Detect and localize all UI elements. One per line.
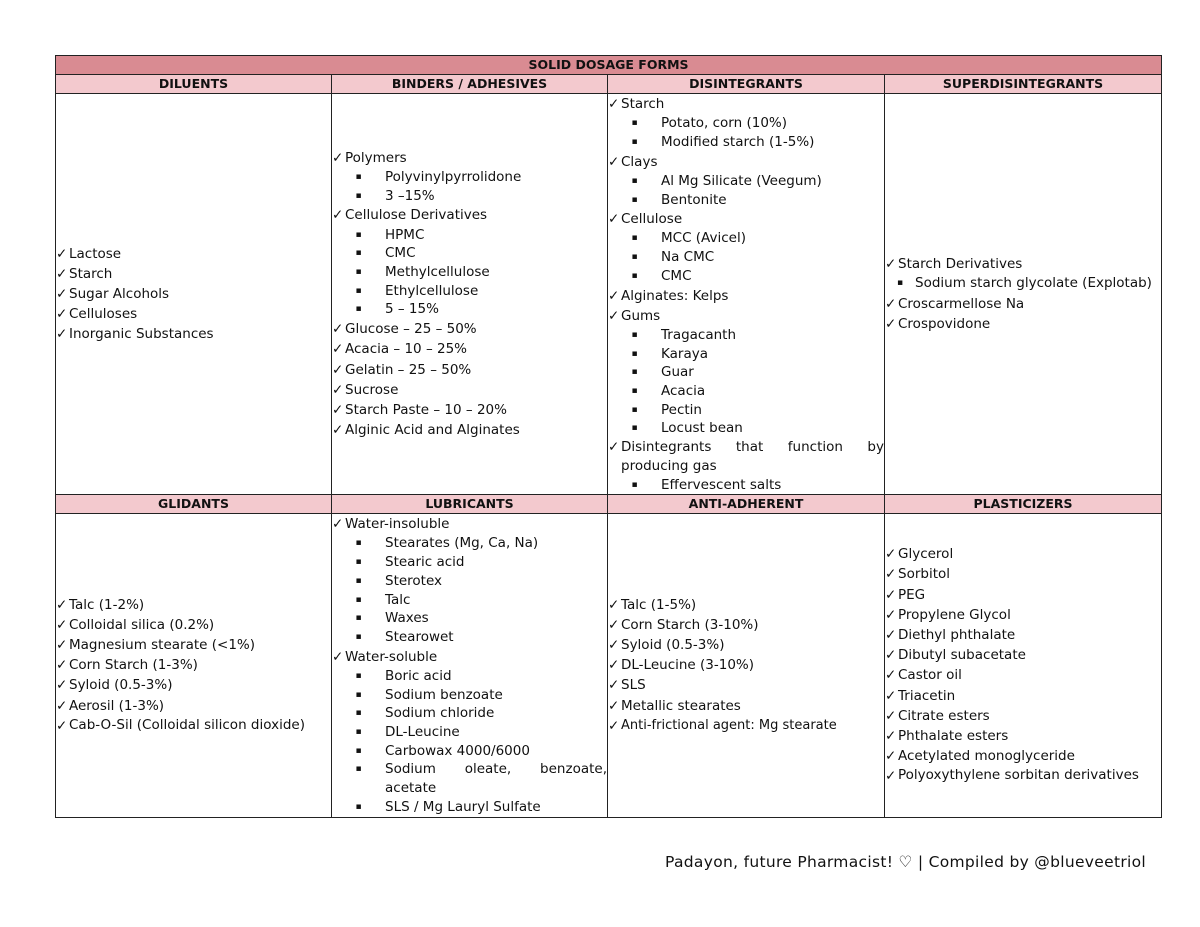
list-item: ✓ Citrate esters <box>885 706 1161 726</box>
check-icon: ✓ <box>332 402 344 418</box>
list-item: ✓ Water-soluble <box>332 647 607 667</box>
check-icon: ✓ <box>56 326 68 343</box>
check-icon: ✓ <box>608 596 620 613</box>
list-item: ✓ Metallic stearates <box>608 696 884 716</box>
sub-item: ▪ Sodium oleate, benzoate, acetate <box>332 760 607 797</box>
sub-item: ▪ Guar <box>608 363 884 382</box>
check-icon: ✓ <box>608 96 620 112</box>
check-icon: ✓ <box>885 315 897 332</box>
list-item: ✓ Celluloses <box>56 304 331 324</box>
list-item: ✓ Clays <box>608 152 884 172</box>
list-item: ✓ Syloid (0.5-3%) <box>608 635 884 655</box>
check-icon: ✓ <box>56 245 68 262</box>
bullet-icon: ▪ <box>355 613 362 624</box>
table-title: SOLID DOSAGE FORMS <box>56 56 1162 75</box>
check-icon: ✓ <box>56 657 68 674</box>
check-icon: ✓ <box>885 566 897 583</box>
list-item: ✓ SLS <box>608 675 884 695</box>
list-item: ✓ Starch <box>608 94 884 114</box>
disintegrants-cell <box>608 94 885 495</box>
header-glidants: GLIDANTS <box>56 495 332 514</box>
check-icon: ✓ <box>56 637 68 654</box>
bullet-icon: ▪ <box>631 175 638 186</box>
sub-item: ▪ Al Mg Silicate (Veegum) <box>608 172 884 191</box>
list-item: ✓ Sucrose <box>332 380 607 400</box>
list-item: ✓ Croscarmellose Na <box>885 294 1161 314</box>
list-item: ✓ Dibutyl subacetate <box>885 645 1161 665</box>
list-item: ✓ Triacetin <box>885 686 1161 706</box>
list-item: ✓ Acetylated monoglyceride <box>885 746 1161 766</box>
sub-item: ▪ Methylcellulose <box>332 263 607 282</box>
bullet-icon: ▪ <box>355 631 362 642</box>
bullet-icon: ▪ <box>631 386 638 397</box>
bullet-icon: ▪ <box>355 304 362 315</box>
sub-item: ▪ Modified starch (1-5%) <box>608 133 884 152</box>
sub-item: ▪ 5 – 15% <box>332 300 607 319</box>
bullet-icon: ▪ <box>355 745 362 756</box>
check-icon: ✓ <box>332 207 344 224</box>
bullet-icon: ▪ <box>631 404 638 415</box>
bullet-icon: ▪ <box>631 329 638 340</box>
sub-item: ▪ DL-Leucine <box>332 723 607 742</box>
sub-item: ▪ Stearowet <box>332 628 607 647</box>
list-item: ✓ Lactose <box>56 244 331 264</box>
check-icon: ✓ <box>332 361 344 378</box>
check-icon: ✓ <box>332 321 344 338</box>
check-icon: ✓ <box>332 422 344 439</box>
bullet-icon: ▪ <box>355 575 362 586</box>
bullet-icon: ▪ <box>355 285 362 296</box>
sub-item: ▪ Na CMC <box>608 248 884 267</box>
sub-item: ▪ Pectin <box>608 401 884 420</box>
check-icon: ✓ <box>332 648 344 665</box>
plasticizers-cell <box>885 514 1162 817</box>
check-icon: ✓ <box>885 667 897 684</box>
bullet-icon: ▪ <box>355 708 362 719</box>
sub-item: ▪ Sodium starch glycolate (Explotab) <box>885 274 1161 294</box>
header-plasticizers: PLASTICIZERS <box>885 495 1162 514</box>
check-icon: ✓ <box>332 341 344 358</box>
list-item: ✓ Glycerol <box>885 544 1161 564</box>
sub-item: ▪ SLS / Mg Lauryl Sulfate <box>332 798 607 817</box>
sub-item: ▪ Ethylcellulose <box>332 282 607 301</box>
list-item: ✓ Diethyl phthalate <box>885 625 1161 645</box>
check-icon: ✓ <box>56 306 68 323</box>
check-icon: ✓ <box>885 295 897 312</box>
list-item: ✓ Water-insoluble <box>332 514 607 534</box>
check-icon: ✓ <box>56 677 68 694</box>
bullet-icon: ▪ <box>631 194 638 205</box>
sub-item: ▪ Tragacanth <box>608 326 884 345</box>
header-disintegrants: DISINTEGRANTS <box>608 75 885 94</box>
bullet-icon: ▪ <box>631 270 638 281</box>
check-icon: ✓ <box>885 256 897 273</box>
check-icon: ✓ <box>885 606 897 623</box>
sub-item: ▪ Locust bean <box>608 419 884 438</box>
list-item: ✓ Talc (1-5%) <box>608 595 884 615</box>
list-item: ✓ Sorbitol <box>885 564 1161 584</box>
sub-item: ▪ Sterotex <box>332 572 607 591</box>
list-item: ✓ Sugar Alcohols <box>56 284 331 304</box>
sub-item: ▪ Carbowax 4000/6000 <box>332 742 607 761</box>
lubricants-cell <box>332 514 608 817</box>
sub-item: ▪ Acacia <box>608 382 884 401</box>
list-item: ✓ Propylene Glycol <box>885 605 1161 625</box>
header-anti-adherent: ANTI-ADHERENT <box>608 495 885 514</box>
check-icon: ✓ <box>56 265 68 282</box>
binders-cell <box>332 94 608 495</box>
bullet-icon: ▪ <box>631 233 638 244</box>
sub-item: ▪ Polyvinylpyrrolidone <box>332 168 607 187</box>
check-icon: ✓ <box>885 748 897 765</box>
list-item: ✓ Cellulose <box>608 209 884 229</box>
header-binders: BINDERS / ADHESIVES <box>332 75 608 94</box>
bullet-icon: ▪ <box>355 538 362 549</box>
bullet-icon: ▪ <box>355 764 362 775</box>
check-icon: ✓ <box>608 307 620 324</box>
list-item: ✓ Corn Starch (1-3%) <box>56 655 331 675</box>
check-icon: ✓ <box>608 657 620 674</box>
bullet-icon: ▪ <box>631 348 638 359</box>
check-icon: ✓ <box>608 153 620 170</box>
list-item: ✓ Gums <box>608 306 884 326</box>
check-icon: ✓ <box>608 211 620 228</box>
check-icon: ✓ <box>608 637 620 654</box>
sub-item: ▪ CMC <box>608 267 884 286</box>
sub-item: ▪ Potato, corn (10%) <box>608 114 884 133</box>
sub-item: ▪ Effervescent salts <box>608 476 884 495</box>
check-icon: ✓ <box>608 616 620 633</box>
list-item: ✓ Starch <box>56 264 331 284</box>
list-item: ✓ PEG <box>885 585 1161 605</box>
list-item: ✓ Aerosil (1-3%) <box>56 696 331 716</box>
header-diluents: DILUENTS <box>56 75 332 94</box>
sub-item: ▪ Talc <box>332 591 607 610</box>
header-superdisintegrants: SUPERDISINTEGRANTS <box>885 75 1162 94</box>
check-icon: ✓ <box>885 768 897 785</box>
sub-item: ▪ Waxes <box>332 609 607 628</box>
bullet-icon: ▪ <box>355 670 362 681</box>
bullet-icon: ▪ <box>355 248 362 259</box>
sub-item: ▪ MCC (Avicel) <box>608 229 884 248</box>
footer-credit: Padayon, future Pharmacist! ♡ | Compiled by @blueveetriol <box>665 853 1146 871</box>
check-icon: ✓ <box>608 717 620 734</box>
list-item: ✓ Glucose – 25 – 50% <box>332 319 607 339</box>
diluents-cell <box>56 94 332 495</box>
sub-item: ▪ Bentonite <box>608 191 884 210</box>
bullet-icon: ▪ <box>631 118 638 129</box>
check-icon: ✓ <box>56 616 68 633</box>
list-item: ✓ Alginates: Kelps <box>608 286 884 306</box>
check-icon: ✓ <box>56 717 68 734</box>
check-icon: ✓ <box>885 546 897 563</box>
check-icon: ✓ <box>885 707 897 724</box>
bullet-icon: ▪ <box>355 594 362 605</box>
bullet-icon: ▪ <box>631 479 638 490</box>
sub-item: ▪ Stearates (Mg, Ca, Na) <box>332 534 607 553</box>
list-item: ✓ Magnesium stearate (<1%) <box>56 635 331 655</box>
list-item: ✓ Starch Derivatives <box>885 254 1161 274</box>
check-icon: ✓ <box>885 626 897 643</box>
list-item: ✓ Gelatin – 25 – 50% <box>332 360 607 380</box>
anti-adherent-cell <box>608 514 885 817</box>
list-item: ✓ Colloidal silica (0.2%) <box>56 615 331 635</box>
check-icon: ✓ <box>56 596 68 613</box>
check-icon: ✓ <box>608 677 620 694</box>
list-item: ✓ Polymers <box>332 148 607 168</box>
sub-item: ▪ Stearic acid <box>332 553 607 572</box>
check-icon: ✓ <box>56 286 68 303</box>
bullet-icon: ▪ <box>896 278 904 289</box>
check-icon: ✓ <box>332 381 344 398</box>
solid-dosage-table <box>55 55 1162 818</box>
check-icon: ✓ <box>332 149 344 166</box>
list-item: ✓ Syloid (0.5-3%) <box>56 675 331 695</box>
bullet-icon: ▪ <box>355 172 362 183</box>
list-item: ✓ Polyoxythylene sorbitan derivatives <box>885 766 1161 786</box>
sub-item: ▪ Karaya <box>608 345 884 364</box>
list-item: ✓ Castor oil <box>885 665 1161 685</box>
header-lubricants: LUBRICANTS <box>332 495 608 514</box>
bullet-icon: ▪ <box>355 229 362 240</box>
bullet-icon: ▪ <box>631 252 638 263</box>
list-item: ✓ Starch Paste – 10 – 20% <box>332 400 607 420</box>
bullet-icon: ▪ <box>355 727 362 737</box>
list-item: ✓ DL-Leucine (3-10%) <box>608 655 884 675</box>
bullet-icon: ▪ <box>355 557 362 568</box>
list-item: ✓ Crospovidone <box>885 314 1161 334</box>
bullet-icon: ▪ <box>631 367 638 378</box>
check-icon: ✓ <box>885 728 897 744</box>
bullet-icon: ▪ <box>355 267 362 278</box>
list-item: ✓ Anti-frictional agent: Mg stearate <box>608 716 884 736</box>
sub-item: ▪ Sodium chloride <box>332 704 607 723</box>
bullet-icon: ▪ <box>355 190 362 201</box>
glidants-cell <box>56 514 332 817</box>
sub-item: ▪ CMC <box>332 244 607 263</box>
list-item: ✓ Disintegrants that function by producing gas <box>608 439 884 474</box>
bullet-icon: ▪ <box>631 136 638 147</box>
list-item: ✓ Cellulose Derivatives <box>332 205 607 225</box>
list-item: ✓ Acacia – 10 – 25% <box>332 339 607 359</box>
sub-item: ▪ 3 –15% <box>332 187 607 206</box>
check-icon: ✓ <box>332 516 344 533</box>
check-icon: ✓ <box>608 287 620 304</box>
bullet-icon: ▪ <box>355 801 362 812</box>
check-icon: ✓ <box>885 687 897 704</box>
list-item: ✓ Alginic Acid and Alginates <box>332 420 607 440</box>
list-item: ✓ Corn Starch (3-10%) <box>608 615 884 635</box>
check-icon: ✓ <box>56 697 68 714</box>
bullet-icon: ▪ <box>631 423 638 434</box>
check-icon: ✓ <box>885 586 897 603</box>
sub-item: ▪ HPMC <box>332 226 607 245</box>
sub-item: ▪ Boric acid <box>332 667 607 686</box>
check-icon: ✓ <box>885 647 897 664</box>
check-icon: ✓ <box>608 439 620 456</box>
superdisintegrants-cell <box>885 94 1162 495</box>
check-icon: ✓ <box>608 697 620 714</box>
bullet-icon: ▪ <box>355 689 362 700</box>
list-item: ✓ Phthalate esters <box>885 726 1161 746</box>
list-item: ✓ Inorganic Substances <box>56 324 331 344</box>
list-item: ✓ Cab-O-Sil (Colloidal silicon dioxide) <box>56 716 331 736</box>
list-item: ✓ Talc (1-2%) <box>56 595 331 615</box>
sub-item: ▪ Sodium benzoate <box>332 686 607 705</box>
